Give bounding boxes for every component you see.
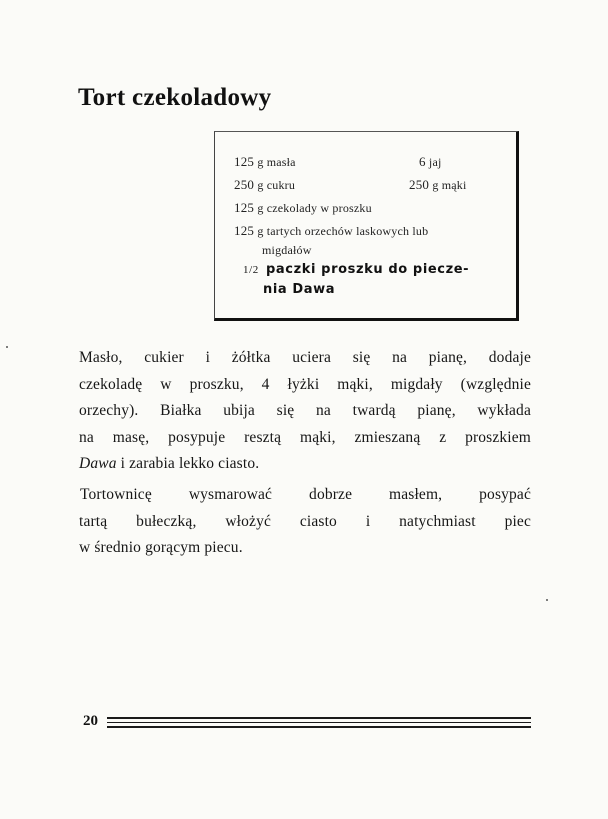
ingredient-text: migdałów bbox=[262, 243, 312, 257]
ingredient-text: g mąki bbox=[432, 178, 467, 192]
text-line bbox=[79, 451, 531, 478]
text-line: tartą bułeczką, włożyć ciasto i natychmiast piec bbox=[79, 512, 531, 530]
text-line: Tortownicę wysmarować dobrze masłem, posypać bbox=[80, 486, 531, 503]
instructions-paragraph-1 bbox=[79, 345, 531, 478]
ingredient-text: g cukru bbox=[257, 178, 296, 192]
scan-speck bbox=[546, 599, 548, 601]
ingredient-amount: 250 bbox=[409, 177, 430, 192]
brand-name: Dawa bbox=[79, 455, 117, 472]
scan-speck bbox=[6, 346, 8, 348]
ingredients-box bbox=[214, 131, 519, 321]
text-line: na masę, posypuje resztą mąki, zmieszaną z proszkiem bbox=[79, 428, 531, 446]
ingredient-item bbox=[234, 223, 428, 239]
footer-rule-middle bbox=[107, 722, 531, 723]
ingredient-text: g czekolady w proszku bbox=[257, 201, 372, 215]
baking-powder-text: paczki proszku do piecze- bbox=[266, 262, 470, 277]
baking-powder-line-1 bbox=[243, 262, 469, 277]
ingredient-text: g tartych orzechów laskowych lub bbox=[257, 224, 429, 238]
baking-powder-line-2 bbox=[263, 282, 335, 297]
ingredient-item bbox=[409, 177, 467, 193]
ingredient-item bbox=[234, 177, 295, 193]
text-line: orzechy). Białka ubija się na twardą pianę, wykłada bbox=[79, 402, 531, 419]
ingredient-amount: 6 bbox=[419, 154, 426, 169]
ingredient-text: jaj bbox=[428, 155, 442, 169]
ingredient-amount: 250 bbox=[234, 177, 255, 192]
instructions-paragraph-2 bbox=[79, 482, 531, 562]
ingredient-item-continued bbox=[262, 243, 312, 258]
ingredient-item bbox=[234, 200, 372, 216]
text-line: Masło, cukier i żółtka uciera się na pianę, dodaje bbox=[79, 349, 531, 366]
ingredient-text: g masła bbox=[257, 155, 296, 169]
text-fragment: i zarabia lekko ciasto. bbox=[116, 455, 260, 472]
footer-rule-bottom bbox=[107, 726, 531, 728]
ingredient-item bbox=[234, 154, 296, 170]
recipe-title: Tort czekoladowy bbox=[78, 84, 272, 111]
footer-rule-top bbox=[107, 717, 531, 719]
ingredient-amount: 125 bbox=[234, 200, 255, 215]
page-number: 20 bbox=[83, 713, 98, 729]
ingredient-item bbox=[419, 154, 442, 170]
text-line: w średnio gorącym piecu. bbox=[79, 539, 243, 556]
fraction: 1/2 bbox=[243, 264, 259, 276]
baking-powder-text: nia Dawa bbox=[263, 282, 336, 297]
text-line: czekoladę w proszku, 4 łyżki mąki, migdały (względnie bbox=[79, 375, 531, 393]
ingredient-amount: 125 bbox=[234, 154, 255, 169]
ingredient-amount: 125 bbox=[234, 223, 255, 238]
